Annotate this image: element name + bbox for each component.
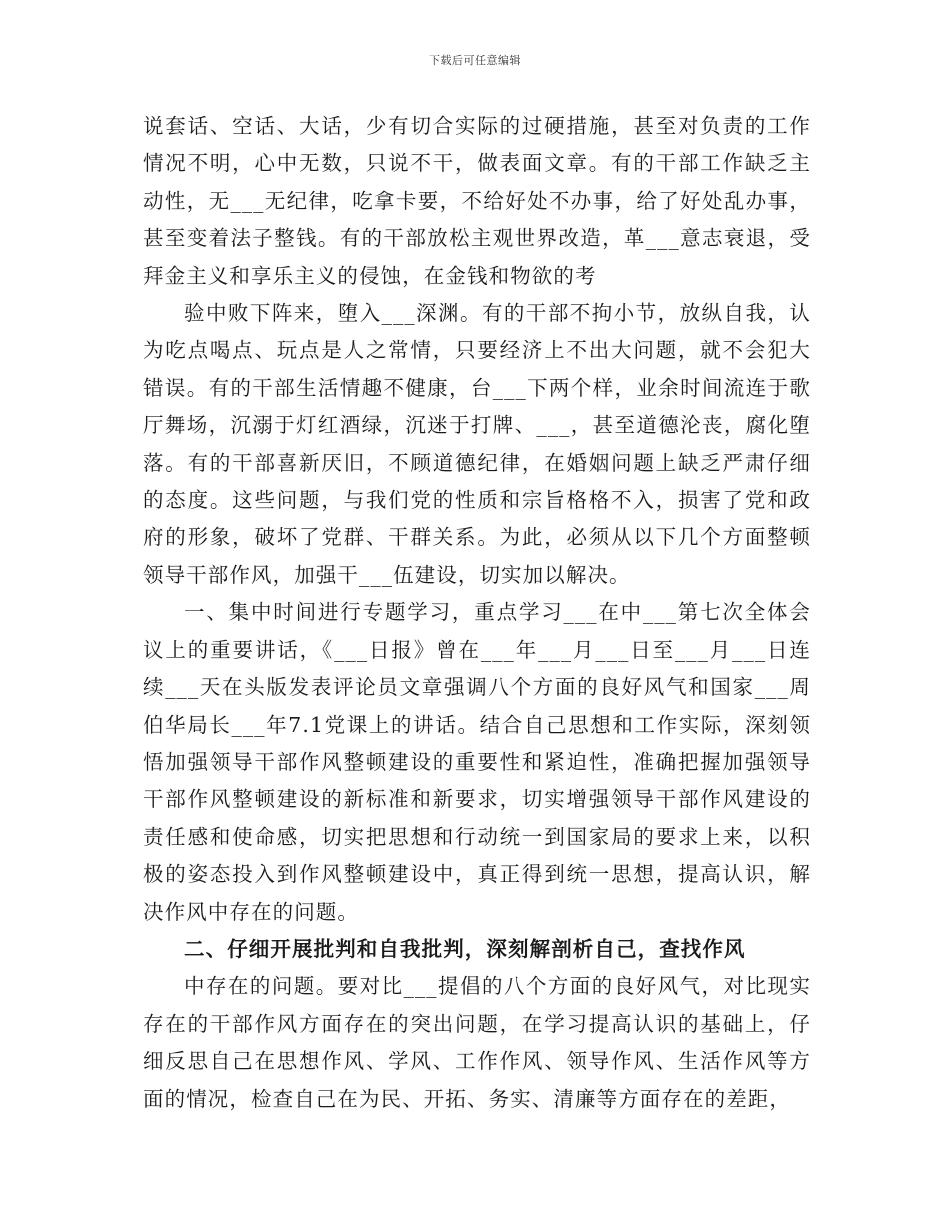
page-header: 下载后可任意编辑 bbox=[429, 54, 521, 67]
document-body bbox=[143, 108, 811, 1118]
paragraph: 一、集中时间进行专题学习，重点学习___在中___第七次全体会议上的重要讲话，《___日报》曾在___年___月___日至___月___日连续___天在头版发表评论员文章强调八个方面的良好风气和国家___周伯华局长___年7.1党课上的讲话。结合自己思想和工作实际，深刻领悟加强领导干部作风整顿建设的重要性和紧迫性，准确把握加强领导干部作风整顿建设的新标准和新要求，切实增强领导干部作风建设的责任感和使命感，切实把思想和行动统一到国家局的要求上来，以积极的姿态投入到作风整顿建设中，真正得到统一思想，提高认识，解决作风中存在的问题。 bbox=[143, 600, 811, 924]
paragraph: 中存在的问题。要对比___提倡的八个方面的良好风气，对比现实存在的干部作风方面存在的突出问题，在学习提高认识的基础上，仔细反思自己在思想作风、学风、工作作风、领导作风、生活作风等方面的情况，检查自己在为民、开拓、务实、清廉等方面存在的差距， bbox=[143, 974, 811, 1111]
section-heading: 二、仔细开展批判和自我批判，深刻解剖析自己，查找作风 bbox=[184, 936, 746, 961]
paragraph: 说套话、空话、大话，少有切合实际的过硬措施，甚至对负责的工作情况不明，心中无数，只说不干，做表面文章。有的干部工作缺乏主动性，无___无纪律，吃拿卡要，不给好处不办事，给了好处乱办事，甚至变着法子整钱。有的干部放松主观世界改造，革___意志衰退，受拜金主义和享乐主义的侵蚀，在金钱和物欲的考 bbox=[143, 114, 811, 288]
paragraph: 验中败下阵来，堕入___深渊。有的干部不拘小节，放纵自我，认为吃点喝点、玩点是人之常情，只要经济上不出大问题，就不会犯大错误。有的干部生活情趣不健康，台___下两个样，业余时间流连于歌厅舞场，沉溺于灯红酒绿，沉迷于打牌、___，甚至道德沦丧，腐化堕落。有的干部喜新厌旧，不顾道德纪律，在婚姻问题上缺乏严肃仔细的态度。这些问题，与我们党的性质和宗旨格格不入，损害了党和政府的形象，破坏了党群、干群关系。为此，必须从以下几个方面整顿领导干部作风，加强干___伍建设，切实加以解决。 bbox=[143, 301, 811, 587]
